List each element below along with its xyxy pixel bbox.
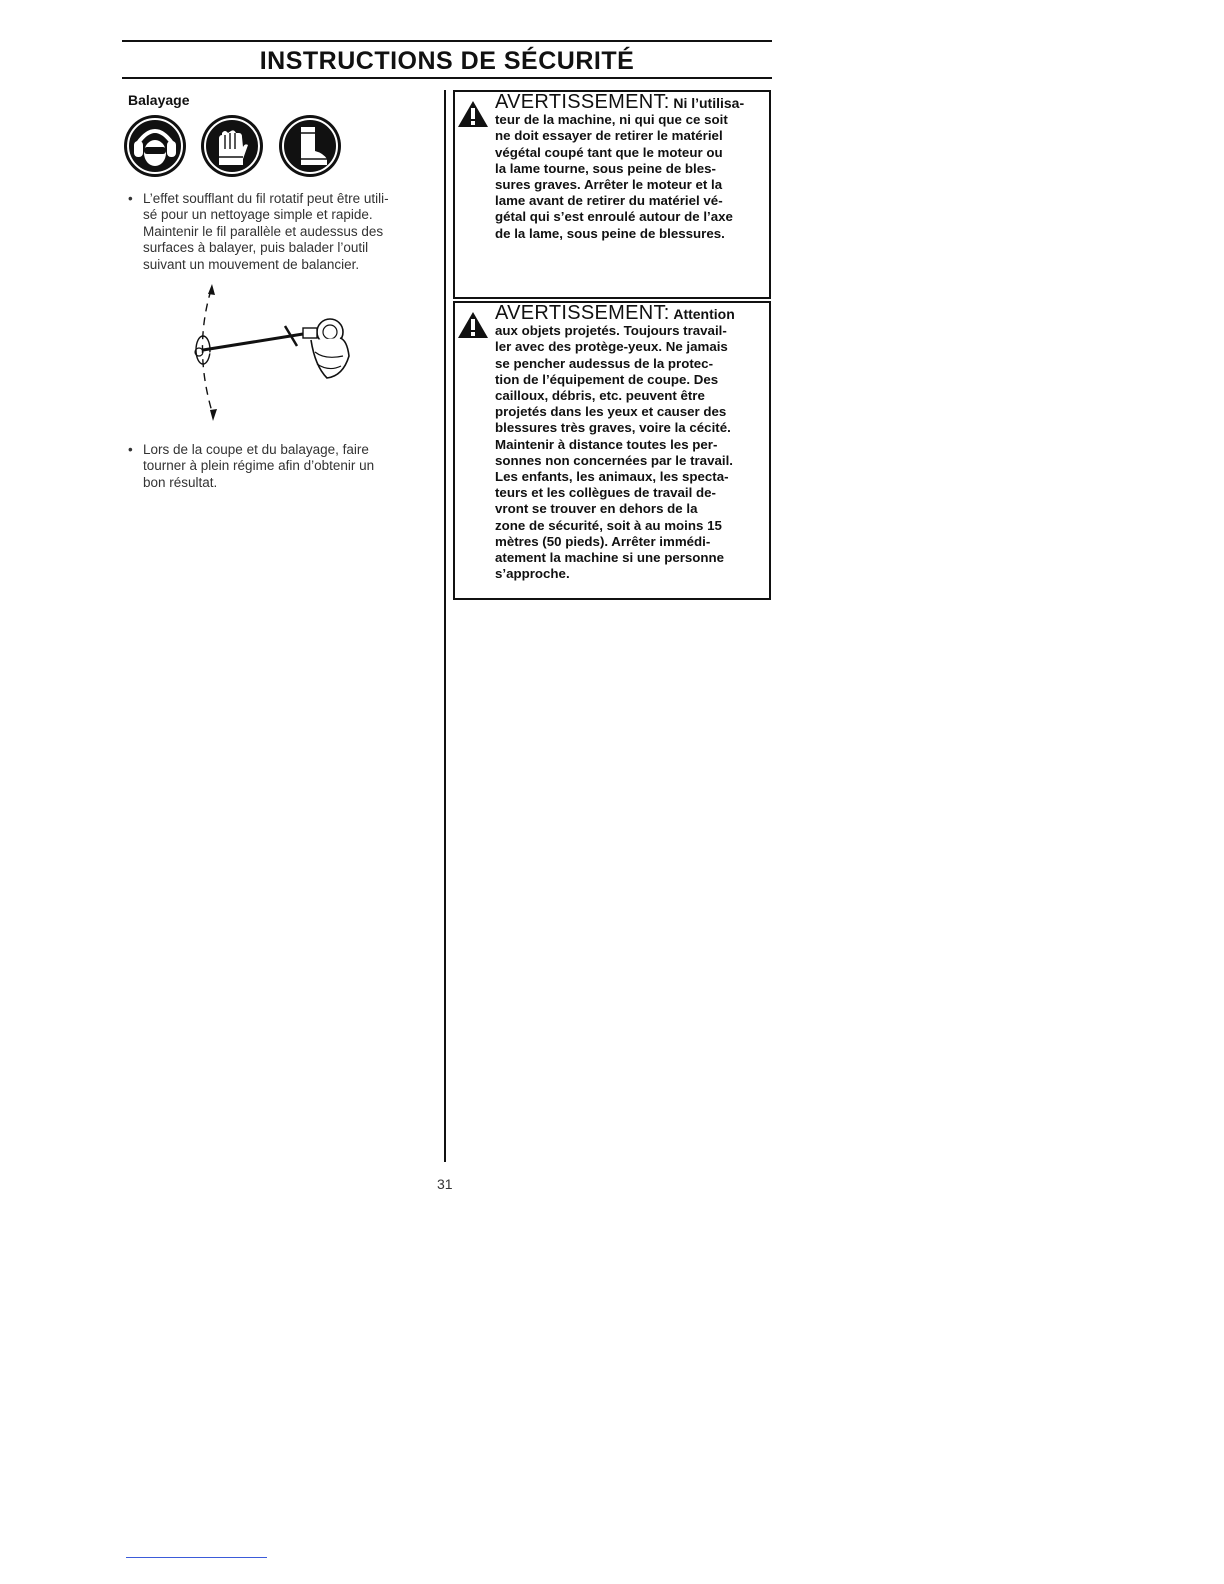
bullet-paragraph-2: • Lors de la coupe et du balayage, faire tourner à plein régime afin d’obtenir un bon résultat. xyxy=(128,442,375,490)
warning-heading: AVERTISSEMENT: xyxy=(495,302,670,324)
warning-box-2 xyxy=(453,301,771,600)
sweeping-illustration xyxy=(175,280,365,430)
column-divider xyxy=(444,90,446,1162)
header-bottom-rule xyxy=(122,77,772,79)
section-title: Balayage xyxy=(128,92,190,108)
bullet-paragraph-1: • L’effet soufflant du fil rotatif peut être utili- sé pour un nettoyage simple et rapide. Maintenir le fil parallèle et audessus des surfaces à balayer, puis balader l’outil suivant un mouvement de balancier. xyxy=(128,191,389,272)
ear-eye-protection-icon xyxy=(122,113,188,179)
footer-link-underline xyxy=(126,1557,267,1558)
page-title: INSTRUCTIONS DE SÉCURITÉ xyxy=(259,47,635,75)
warning-text-2: AVERTISSEMENT: Attention aux objets projetés. Toujours travail- ler avec des protège-yeux. Ne jamais se pencher audessus de la protec- tion de l’équipement de coupe. Des cailloux, débris, etc. peuvent être projetés dans les yeux et causer des blessures très graves, voire la cécité. Maintenir à distance toutes les per- sonnes non concernées par le travail. Les enfants, les animaux, les specta- teurs et les collègues de travail de- vront se trouver en dehors de la zone de sécurité, soit à au moins 15 mètres (50 pieds). Arrêter immédi- atement la machine si une personne s’approche. xyxy=(495,302,735,582)
warning-text-1: AVERTISSEMENT: Ni l’utilisa- teur de la machine, ni qui que ce soit ne doit essayer de retirer le matériel végétal coupé tant que le moteur ou la lame tourne, sous peine de bles- sures graves. Arrêter le moteur et la lame avant de retirer du matériel vé- gétal qui s’est enroulé autour de l’axe de la lame, sous peine de blessures. xyxy=(495,91,745,241)
header-top-rule xyxy=(122,40,772,42)
warning-triangle-icon xyxy=(457,311,489,344)
bullet-dot: • xyxy=(128,191,133,206)
boots-icon xyxy=(277,113,343,179)
warning-box-1 xyxy=(453,90,771,299)
bullet-dot: • xyxy=(128,442,133,457)
gloves-icon xyxy=(199,113,265,179)
warning-heading: AVERTISSEMENT: xyxy=(495,91,670,113)
warning-triangle-icon xyxy=(457,100,489,133)
page-number: 31 xyxy=(437,1176,453,1192)
